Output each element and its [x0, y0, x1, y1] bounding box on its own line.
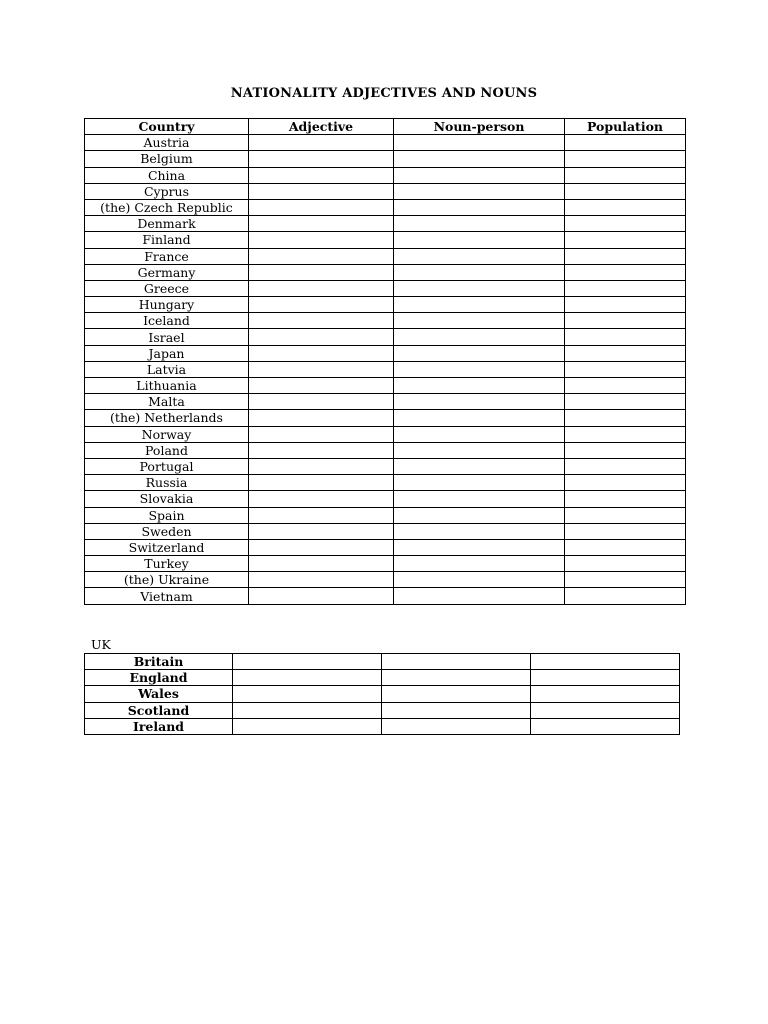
answer-cell[interactable] [249, 475, 394, 491]
answer-cell[interactable] [249, 588, 394, 604]
answer-cell[interactable] [565, 539, 686, 555]
answer-cell[interactable] [565, 329, 686, 345]
country-cell: Britain [85, 654, 233, 670]
table-row [85, 167, 686, 183]
answer-cell[interactable] [565, 556, 686, 572]
country-cell: Scotland [85, 702, 233, 718]
answer-cell[interactable] [249, 572, 394, 588]
answer-cell[interactable] [531, 718, 680, 734]
answer-cell[interactable] [249, 523, 394, 539]
answer-cell[interactable] [233, 686, 382, 702]
column-header-population: Population [565, 119, 686, 135]
answer-cell[interactable] [249, 345, 394, 361]
answer-cell[interactable] [249, 442, 394, 458]
answer-cell[interactable] [394, 248, 565, 264]
table-row [85, 588, 686, 604]
answer-cell[interactable] [249, 183, 394, 199]
answer-cell[interactable] [565, 378, 686, 394]
country-cell: Cyprus [85, 183, 249, 199]
answer-cell[interactable] [531, 702, 680, 718]
country-cell: Germany [85, 264, 249, 280]
country-cell: Spain [85, 507, 249, 523]
country-cell: Austria [85, 135, 249, 151]
country-cell: Latvia [85, 361, 249, 377]
answer-cell[interactable] [565, 491, 686, 507]
answer-cell[interactable] [249, 556, 394, 572]
answer-cell[interactable] [249, 507, 394, 523]
uk-section-label: UK [91, 637, 111, 652]
answer-cell[interactable] [249, 329, 394, 345]
table-row [85, 491, 686, 507]
table-row [85, 151, 686, 167]
nationality-table-body [85, 135, 686, 604]
country-cell: Denmark [85, 216, 249, 232]
answer-cell[interactable] [382, 702, 531, 718]
answer-cell[interactable] [233, 670, 382, 686]
table-row [85, 183, 686, 199]
country-cell: Belgium [85, 151, 249, 167]
answer-cell[interactable] [394, 216, 565, 232]
country-cell: (the) Czech Republic [85, 199, 249, 215]
uk-table [84, 653, 680, 735]
table-row [85, 199, 686, 215]
answer-cell[interactable] [565, 232, 686, 248]
country-cell: France [85, 248, 249, 264]
answer-cell[interactable] [249, 248, 394, 264]
answer-cell[interactable] [565, 572, 686, 588]
answer-cell[interactable] [394, 507, 565, 523]
answer-cell[interactable] [249, 297, 394, 313]
table-row [85, 248, 686, 264]
answer-cell[interactable] [249, 280, 394, 296]
answer-cell[interactable] [565, 216, 686, 232]
answer-cell[interactable] [531, 670, 680, 686]
answer-cell[interactable] [249, 394, 394, 410]
table-row [85, 507, 686, 523]
answer-cell[interactable] [394, 378, 565, 394]
table-row [85, 361, 686, 377]
table-row [85, 345, 686, 361]
answer-cell[interactable] [394, 442, 565, 458]
country-cell: Wales [85, 686, 233, 702]
table-row [85, 572, 686, 588]
answer-cell[interactable] [382, 718, 531, 734]
answer-cell[interactable] [565, 426, 686, 442]
answer-cell[interactable] [382, 686, 531, 702]
country-cell: Ireland [85, 718, 233, 734]
answer-cell[interactable] [249, 410, 394, 426]
answer-cell[interactable] [233, 654, 382, 670]
table-row [85, 686, 680, 702]
answer-cell[interactable] [249, 264, 394, 280]
answer-cell[interactable] [394, 539, 565, 555]
answer-cell[interactable] [565, 248, 686, 264]
answer-cell[interactable] [565, 345, 686, 361]
answer-cell[interactable] [565, 410, 686, 426]
answer-cell[interactable] [565, 361, 686, 377]
table-header-row [85, 119, 686, 135]
column-header-adjective: Adjective [249, 119, 394, 135]
country-cell: Hungary [85, 297, 249, 313]
table-row [85, 378, 686, 394]
table-row [85, 264, 686, 280]
answer-cell[interactable] [394, 588, 565, 604]
answer-cell[interactable] [565, 475, 686, 491]
answer-cell[interactable] [394, 491, 565, 507]
country-cell: Slovakia [85, 491, 249, 507]
answer-cell[interactable] [249, 151, 394, 167]
country-cell: China [85, 167, 249, 183]
table-row [85, 670, 680, 686]
answer-cell[interactable] [565, 523, 686, 539]
answer-cell[interactable] [394, 410, 565, 426]
country-cell: Portugal [85, 458, 249, 474]
answer-cell[interactable] [565, 507, 686, 523]
country-cell: Japan [85, 345, 249, 361]
answer-cell[interactable] [249, 426, 394, 442]
answer-cell[interactable] [249, 361, 394, 377]
country-cell: Lithuania [85, 378, 249, 394]
country-cell: Poland [85, 442, 249, 458]
table-row [85, 280, 686, 296]
page-title: NATIONALITY ADJECTIVES AND NOUNS [230, 86, 538, 101]
table-row [85, 458, 686, 474]
country-cell: Sweden [85, 523, 249, 539]
answer-cell[interactable] [394, 280, 565, 296]
answer-cell[interactable] [249, 135, 394, 151]
answer-cell[interactable] [394, 426, 565, 442]
answer-cell[interactable] [382, 670, 531, 686]
answer-cell[interactable] [565, 183, 686, 199]
table-row [85, 426, 686, 442]
table-row [85, 394, 686, 410]
answer-cell[interactable] [394, 199, 565, 215]
answer-cell[interactable] [394, 313, 565, 329]
answer-cell[interactable] [394, 297, 565, 313]
answer-cell[interactable] [531, 654, 680, 670]
answer-cell[interactable] [565, 151, 686, 167]
answer-cell[interactable] [394, 264, 565, 280]
answer-cell[interactable] [565, 588, 686, 604]
answer-cell[interactable] [249, 491, 394, 507]
answer-cell[interactable] [565, 313, 686, 329]
answer-cell[interactable] [233, 718, 382, 734]
answer-cell[interactable] [565, 264, 686, 280]
table-row [85, 654, 680, 670]
answer-cell[interactable] [249, 216, 394, 232]
answer-cell[interactable] [565, 199, 686, 215]
country-cell: Greece [85, 280, 249, 296]
country-cell: Malta [85, 394, 249, 410]
answer-cell[interactable] [565, 297, 686, 313]
country-cell: Turkey [85, 556, 249, 572]
table-row [85, 297, 686, 313]
answer-cell[interactable] [249, 539, 394, 555]
answer-cell[interactable] [394, 572, 565, 588]
table-row [85, 539, 686, 555]
answer-cell[interactable] [394, 183, 565, 199]
answer-cell[interactable] [394, 167, 565, 183]
country-cell: Finland [85, 232, 249, 248]
answer-cell[interactable] [394, 475, 565, 491]
answer-cell[interactable] [565, 394, 686, 410]
table-row [85, 410, 686, 426]
answer-cell[interactable] [394, 345, 565, 361]
table-row [85, 475, 686, 491]
table-row [85, 556, 686, 572]
country-cell: (the) Netherlands [85, 410, 249, 426]
uk-table-body [85, 654, 680, 735]
table-row [85, 442, 686, 458]
answer-cell[interactable] [249, 313, 394, 329]
answer-cell[interactable] [249, 167, 394, 183]
answer-cell[interactable] [249, 458, 394, 474]
answer-cell[interactable] [249, 232, 394, 248]
answer-cell[interactable] [394, 556, 565, 572]
answer-cell[interactable] [565, 442, 686, 458]
answer-cell[interactable] [249, 199, 394, 215]
answer-cell[interactable] [565, 135, 686, 151]
nationality-table [84, 118, 686, 605]
answer-cell[interactable] [565, 280, 686, 296]
answer-cell[interactable] [249, 378, 394, 394]
table-row [85, 702, 680, 718]
answer-cell[interactable] [394, 394, 565, 410]
answer-cell[interactable] [394, 523, 565, 539]
table-row [85, 718, 680, 734]
column-header-country: Country [85, 119, 249, 135]
country-cell: Switzerland [85, 539, 249, 555]
answer-cell[interactable] [531, 686, 680, 702]
country-cell: Vietnam [85, 588, 249, 604]
answer-cell[interactable] [394, 232, 565, 248]
table-row [85, 313, 686, 329]
country-cell: Iceland [85, 313, 249, 329]
answer-cell[interactable] [394, 151, 565, 167]
table-row [85, 135, 686, 151]
table-row [85, 523, 686, 539]
answer-cell[interactable] [394, 135, 565, 151]
country-cell: Russia [85, 475, 249, 491]
country-cell: England [85, 670, 233, 686]
answer-cell[interactable] [382, 654, 531, 670]
country-cell: Norway [85, 426, 249, 442]
answer-cell[interactable] [394, 458, 565, 474]
answer-cell[interactable] [565, 458, 686, 474]
answer-cell[interactable] [394, 361, 565, 377]
table-row [85, 329, 686, 345]
country-cell: Israel [85, 329, 249, 345]
table-row [85, 216, 686, 232]
table-row [85, 232, 686, 248]
answer-cell[interactable] [394, 329, 565, 345]
column-header-noun-person: Noun-person [394, 119, 565, 135]
answer-cell[interactable] [565, 167, 686, 183]
answer-cell[interactable] [233, 702, 382, 718]
country-cell: (the) Ukraine [85, 572, 249, 588]
